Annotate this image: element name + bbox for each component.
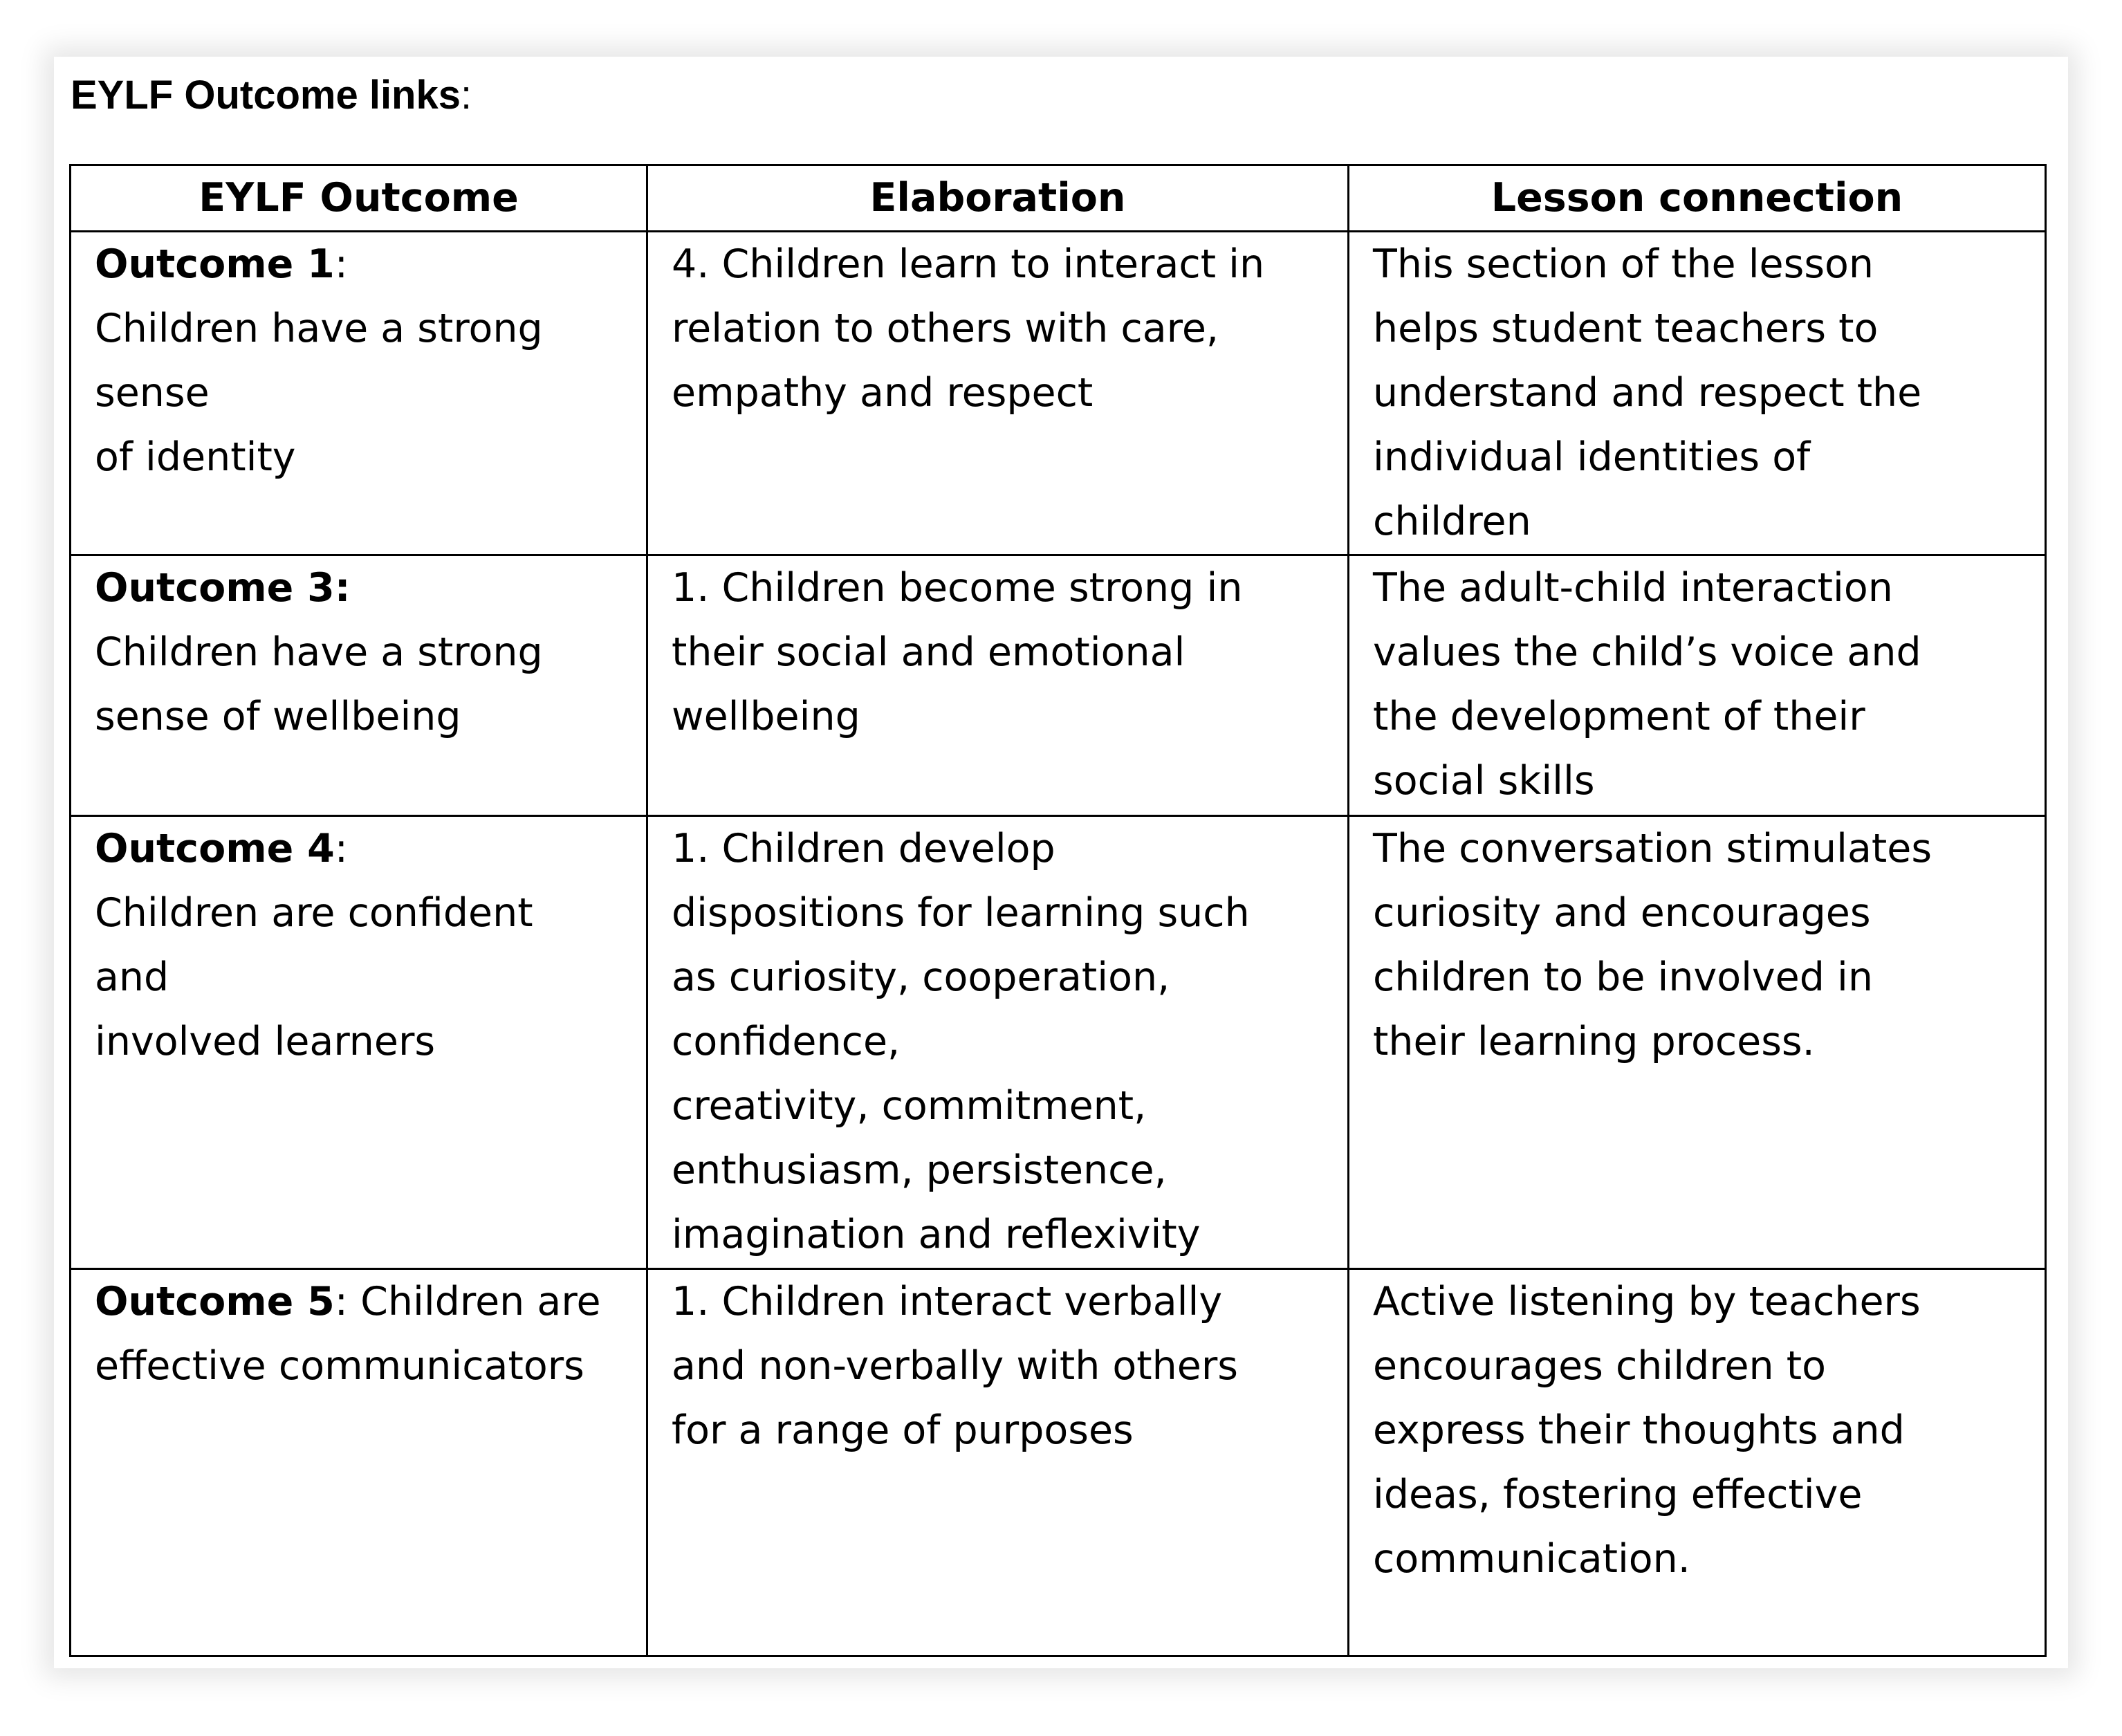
outcome-text-line: and xyxy=(95,954,169,1000)
connection-text-line: ideas, fostering effective xyxy=(1373,1472,1863,1517)
connection-text-line: helps student teachers to xyxy=(1373,306,1879,351)
elaboration-text-line: 1. Children interact verbally xyxy=(672,1279,1223,1324)
header-lesson-connection: Lesson connection xyxy=(1349,165,2046,232)
connection-text-line: social skills xyxy=(1373,758,1595,804)
outcome-text-line: Children are confident xyxy=(95,890,533,936)
elaboration-cell xyxy=(647,1269,1349,1656)
section-heading-label: EYLF Outcome links xyxy=(71,73,461,118)
outcome-cell xyxy=(71,1269,647,1656)
outcome-text-line: sense xyxy=(95,370,210,416)
connection-text-line: their learning process. xyxy=(1373,1019,1815,1064)
connection-text-line: the development of their xyxy=(1373,694,1865,739)
lesson-connection-cell xyxy=(1349,555,2046,816)
outcome-title: Outcome 5 xyxy=(95,1279,335,1324)
section-heading xyxy=(71,66,472,124)
elaboration-text-line: imagination and reflexivity xyxy=(672,1212,1201,1257)
outcome-title-line xyxy=(95,817,639,881)
connection-text-line: understand and respect the xyxy=(1373,370,1922,416)
outcome-title-suffix: : xyxy=(334,826,349,871)
connection-text-line: values the child’s voice and xyxy=(1373,629,1921,675)
elaboration-text-line: 1. Children become strong in xyxy=(672,565,1243,611)
elaboration-text-line: confidence, xyxy=(672,1019,901,1064)
elaboration-text-line: 4. Children learn to interact in xyxy=(672,241,1265,287)
lesson-connection-cell xyxy=(1349,816,2046,1269)
outcome-title-suffix: : Children are xyxy=(334,1279,601,1324)
table-row xyxy=(71,816,2046,1269)
connection-text-line: children xyxy=(1373,499,1531,544)
connection-text-line: The conversation stimulates xyxy=(1373,826,1932,871)
table-row xyxy=(71,555,2046,816)
eylf-outcomes-table xyxy=(69,164,2047,1657)
elaboration-text-line: as curiosity, cooperation, xyxy=(672,954,1170,1000)
elaboration-cell xyxy=(647,555,1349,816)
connection-text-line: encourages children to xyxy=(1373,1343,1826,1389)
outcome-text-line: sense of wellbeing xyxy=(95,694,461,739)
table-row xyxy=(71,232,2046,555)
elaboration-text-line: enthusiasm, persistence, xyxy=(672,1147,1167,1193)
document-page xyxy=(54,57,2068,1668)
connection-text-line: communication. xyxy=(1373,1536,1690,1582)
outcome-cell xyxy=(71,555,647,816)
connection-text-line: curiosity and encourages xyxy=(1373,890,1871,936)
elaboration-text-line: dispositions for learning such xyxy=(672,890,1250,936)
elaboration-text-line: relation to others with care, xyxy=(672,306,1219,351)
elaboration-text-line: for a range of purposes xyxy=(672,1407,1134,1453)
elaboration-cell xyxy=(647,816,1349,1269)
outcome-text-line: involved learners xyxy=(95,1019,436,1064)
outcome-title-suffix: : xyxy=(334,241,349,287)
table-header-row xyxy=(71,165,2046,232)
outcome-title-line xyxy=(95,556,639,620)
outcome-title-line xyxy=(95,1270,639,1334)
outcome-text-line: Children have a strong xyxy=(95,306,543,351)
outcome-cell xyxy=(71,816,647,1269)
section-heading-colon: : xyxy=(461,73,472,118)
connection-text-line: The adult-child interaction xyxy=(1373,565,1893,611)
elaboration-text-line: creativity, commitment, xyxy=(672,1083,1147,1129)
elaboration-text-line: empathy and respect xyxy=(672,370,1094,416)
header-eylf-outcome: EYLF Outcome xyxy=(71,165,647,232)
elaboration-text-line: their social and emotional xyxy=(672,629,1185,675)
header-elaboration: Elaboration xyxy=(647,165,1349,232)
connection-text-line: individual identities of xyxy=(1373,434,1811,480)
elaboration-cell xyxy=(647,232,1349,555)
connection-text-line: express their thoughts and xyxy=(1373,1407,1905,1453)
elaboration-text-line: and non-verbally with others xyxy=(672,1343,1238,1389)
outcome-text-line: Children have a strong xyxy=(95,629,543,675)
outcome-title-line xyxy=(95,232,639,297)
elaboration-text-line: 1. Children develop xyxy=(672,826,1055,871)
outcome-text-line: effective communicators xyxy=(95,1343,584,1389)
outcome-title: Outcome 4 xyxy=(95,826,335,871)
outcome-title: Outcome 1 xyxy=(95,241,335,287)
lesson-connection-cell xyxy=(1349,232,2046,555)
elaboration-text-line: wellbeing xyxy=(672,694,860,739)
outcome-text-line: of identity xyxy=(95,434,296,480)
connection-text-line: This section of the lesson xyxy=(1373,241,1874,287)
outcome-title: Outcome 3: xyxy=(95,565,351,611)
outcome-cell xyxy=(71,232,647,555)
connection-text-line: children to be involved in xyxy=(1373,954,1873,1000)
table-row xyxy=(71,1269,2046,1656)
lesson-connection-cell xyxy=(1349,1269,2046,1656)
connection-text-line: Active listening by teachers xyxy=(1373,1279,1921,1324)
